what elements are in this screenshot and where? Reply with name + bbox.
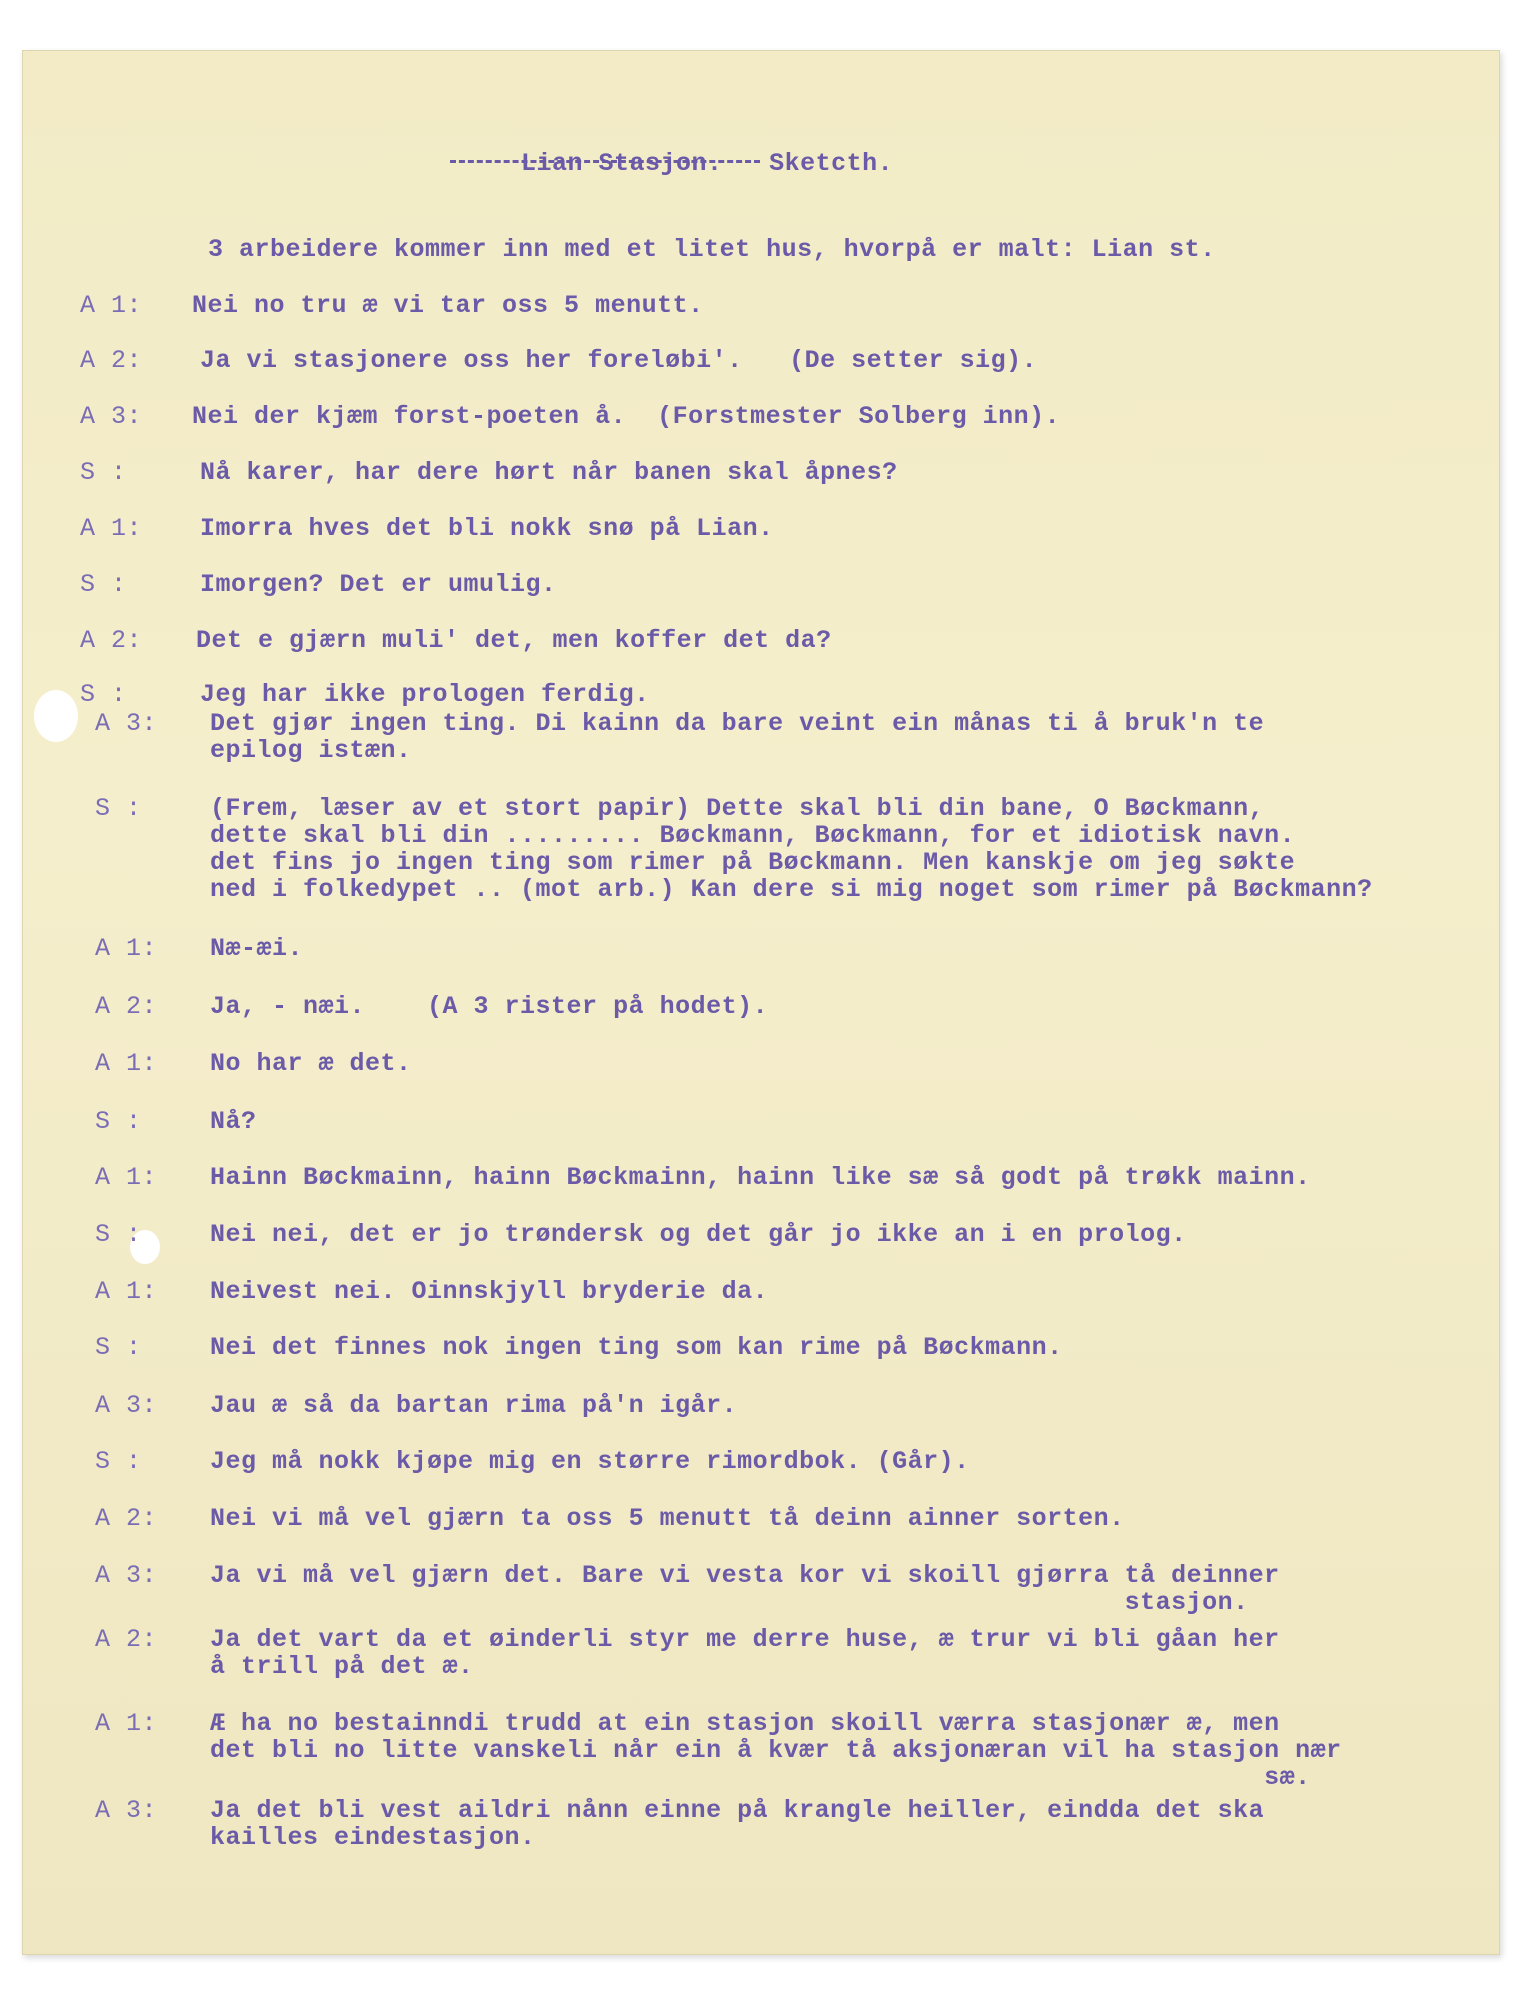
speech-text: Imorra hves det bli nokk snø på Lian. — [200, 514, 774, 543]
speaker-label: A 3: — [80, 402, 143, 431]
speaker-label: A 2: — [80, 346, 143, 375]
speech-text: Ja vi stasjonere oss her foreløbi'. (De setter sig). — [200, 346, 1038, 375]
speaker-label: A 1: — [95, 934, 158, 963]
speaker-label: A 3: — [95, 1796, 158, 1825]
speech-text: Jau æ så da bartan rima på'n igår. — [210, 1391, 738, 1420]
speaker-label: S : — [80, 570, 127, 599]
speech-text: Neivest nei. Oinnskjyll bryderie da. — [210, 1277, 769, 1306]
speaker-label: S : — [95, 1107, 142, 1136]
punch-hole — [34, 690, 78, 742]
speaker-label: A 1: — [95, 1277, 158, 1306]
speaker-label: S : — [95, 1220, 142, 1249]
speech-text: Æ ha no bestainndi trudd at ein stasjon skoill værra stasjonær æ, men det bli no litte vanskeli når ein å kvær tå aksjonæran vil ha stasjon nær sæ. — [210, 1709, 1342, 1792]
speech-text: Næ-æi. — [210, 934, 304, 963]
speech-text: (Frem, læser av et stort papir) Dette skal bli din bane, O Bøckmann, dette skal bli din ......... Bøckmann, Bøckmann, for et idiotisk navn. det fins jo ingen ting som rimer på Bøckmann. Men kanskje om jeg søkte ned i folkedypet .. (mot arb.) Kan dere si mig noget som rimer på Bøckmann? — [210, 794, 1373, 904]
speech-text: Nei vi må vel gjærn ta oss 5 menutt tå deinn ainner sorten. — [210, 1504, 1125, 1533]
speech-text: Jeg må nokk kjøpe mig en større rimordbok. (Går). — [210, 1447, 970, 1476]
speaker-label: A 3: — [95, 1561, 158, 1590]
document-subtitle: Sketcth. — [769, 149, 894, 178]
speaker-label: S : — [80, 458, 127, 487]
speaker-label: S : — [80, 680, 127, 709]
speech-text: Det e gjærn muli' det, men koffer det da? — [196, 626, 832, 655]
speaker-label: A 1: — [95, 1163, 158, 1192]
speaker-label: A 3: — [95, 1391, 158, 1420]
speaker-label: A 2: — [80, 626, 143, 655]
speech-text: Hainn Bøckmainn, hainn Bøckmainn, hainn like sæ så godt på trøkk mainn. — [210, 1163, 1311, 1192]
title-underline — [450, 160, 760, 163]
speaker-label: A 1: — [95, 1049, 158, 1078]
speaker-label: A 1: — [95, 1709, 158, 1738]
speaker-label: A 3: — [95, 709, 158, 738]
speech-text: Ja det bli vest aildri nånn einne på krangle heiller, eindda det ska kailles eindestasjon. — [210, 1796, 1265, 1852]
speech-text: Imorgen? Det er umulig. — [200, 570, 557, 599]
speech-text: Det gjør ingen ting. Di kainn da bare veint ein månas ti å bruk'n te epilog istæn. — [210, 709, 1265, 765]
speech-text: Nå karer, har dere hørt når banen skal åpnes? — [200, 458, 898, 487]
speech-text: Ja, - næi. (A 3 rister på hodet). — [210, 992, 769, 1021]
document-title-row — [490, 120, 893, 207]
speech-text: Nå? — [210, 1107, 257, 1136]
speech-text: Ja vi må vel gjærn det. Bare vi vesta kor vi skoill gjørra tå deinner stasjon. — [210, 1561, 1280, 1617]
speech-text: Nei der kjæm forst-poeten å. (Forstmester Solberg inn). — [192, 402, 1061, 431]
speech-text: No har æ det. — [210, 1049, 412, 1078]
document-title: Lian Stasjon. — [521, 149, 723, 178]
speaker-label: A 1: — [80, 291, 143, 320]
speech-text: Jeg har ikke prologen ferdig. — [200, 680, 650, 709]
speaker-label: S : — [95, 1333, 142, 1362]
speech-text: Nei nei, det er jo trøndersk og det går jo ikke an i en prolog. — [210, 1220, 1187, 1249]
speaker-label: A 2: — [95, 1504, 158, 1533]
speaker-label: S : — [95, 794, 142, 823]
speaker-label: A 2: — [95, 992, 158, 1021]
speech-text: Nei no tru æ vi tar oss 5 menutt. — [192, 291, 704, 320]
speaker-label: A 1: — [80, 514, 143, 543]
speech-text: Ja det vart da et øinderli styr me derre huse, æ trur vi bli gåan her å trill på det æ. — [210, 1625, 1280, 1681]
speaker-label: S : — [95, 1447, 142, 1476]
stage-direction: 3 arbeidere kommer inn med et litet hus, hvorpå er malt: Lian st. — [208, 235, 1216, 264]
speaker-label: A 2: — [95, 1625, 158, 1654]
speech-text: Nei det finnes nok ingen ting som kan rime på Bøckmann. — [210, 1333, 1063, 1362]
